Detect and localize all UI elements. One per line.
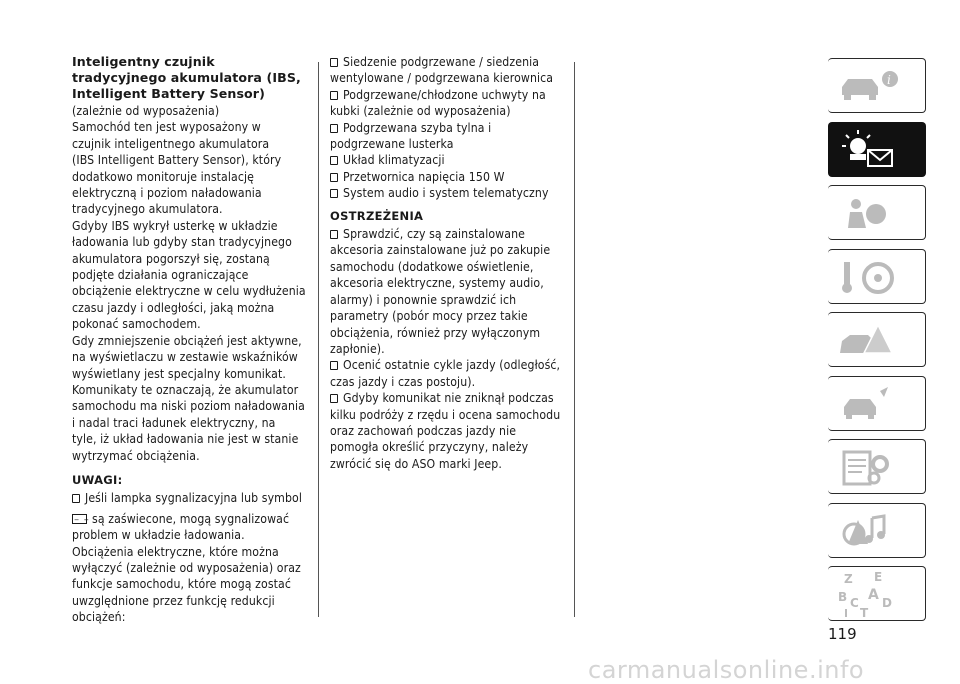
warnings-heading: OSTRZEŻENIA — [330, 208, 424, 223]
column-divider — [318, 62, 319, 617]
column-divider — [574, 62, 575, 617]
message-paragraph: Gdy zmniejszenie obciążeń jest aktywne, na wyświetlaczu w zestawie wskaźników wyświetlany jest specjalny komunikat. Komunikaty te oznaczają, że akumulator samochodu ma niski poziom naładowania i nadal traci ładunek elektryczny, na tyle, iż układ ładowania nie jest w stanie wytrzymać obciążenia. — [72, 333, 305, 463]
bullet-icon — [330, 173, 338, 182]
list-item: Przetwornica napięcia 150 W — [330, 169, 568, 185]
bullet-icon — [330, 58, 338, 67]
intro-paragraph: Samochód ten jest wyposażony w czujnik inteligentnego akumulatora (IBS Intelligent Battery Sensor), który dodatkowo monitoruje instalację elektryczną i poziom naładowania tradycyjnego akumulatora. — [72, 120, 282, 217]
index-letter: E — [874, 570, 883, 584]
tab-starting-driving[interactable] — [828, 249, 926, 304]
airbag-safety-icon — [828, 186, 926, 241]
bullet-icon — [72, 494, 80, 503]
bullet-icon — [330, 230, 338, 239]
notes-heading: UWAGI: — [72, 472, 123, 487]
index-letter: A — [868, 587, 879, 603]
warning-light-message-icon — [828, 122, 926, 177]
tab-car-info[interactable] — [828, 58, 926, 113]
left-column — [72, 54, 312, 626]
list-item: Siedzenie podgrzewane / siedzenia wentylowane / podgrzewana kierownica — [330, 55, 554, 86]
specs-gear-icon — [828, 440, 926, 495]
svg-text:i: i — [887, 73, 891, 87]
list-item: System audio i system telematyczny — [330, 185, 568, 201]
index-letter: T — [860, 606, 869, 620]
index-letter: D — [882, 596, 892, 610]
car-service-icon — [828, 377, 926, 432]
warning-item: Sprawdzić, czy są zainstalowane akcesoria zainstalowane już po zakupie samochodu (dodatkowe oświetlenie, akcesoria elektryczne, systemy audio, alarmy) i ponownie sprawdzić ich parametry (pobór mocy przez takie obciążenia, również przy wyłączonym zapłonie). — [330, 227, 551, 356]
key-steering-wheel-icon — [828, 250, 926, 305]
tab-warning-lights[interactable] — [828, 122, 926, 177]
list-item: Podgrzewana szyba tylna i podgrzewane lusterka — [330, 120, 492, 152]
list-item: Układ klimatyzacji — [330, 152, 568, 168]
notes-paragraph: Jeśli lampka sygnalizacyjna lub symbol − +są zaświecone, mogą sygnalizować problem w układzie ładowania. Obciążenia elektryczne, które można wyłączyć (zależnie od wyposażenia) oraz funkcje samochodu, które mogą zostać uwzględnione przez funkcję redukcji obciążeń: — [72, 490, 312, 625]
bullet-icon — [330, 156, 338, 165]
watermark: carmanualsonline.info — [588, 656, 865, 684]
fault-paragraph: Gdyby IBS wykrył usterkę w układzie ładowania lub gdyby stan tradycyjnego akumulatora pogorszył się, zostaną podjęte działania ograniczające obciążenie elektryczne w celu wydłużenia czasu jazdy i odległości, jaką można pokonać samochodem. — [72, 218, 306, 332]
tab-index[interactable] — [828, 566, 926, 621]
list-item: Podgrzewane/chłodzone uchwyty na kubki (zależnie od wyposażenia) — [330, 87, 546, 119]
availability-note: (zależnie od wyposażenia) — [72, 104, 220, 118]
chapter-sidebar — [828, 58, 926, 630]
bullet-icon — [330, 361, 338, 370]
index-letter: C — [850, 596, 859, 610]
page-number: 119 — [828, 625, 857, 643]
tab-multimedia[interactable] — [828, 503, 926, 558]
tab-specifications[interactable] — [828, 439, 926, 494]
tab-emergency[interactable] — [828, 312, 926, 367]
warning-item: Ocenić ostatnie cykle jazdy (odległość, czas jazdy i czas postoju). — [330, 358, 561, 389]
bullet-icon — [330, 394, 338, 403]
index-letters-icon — [828, 567, 926, 622]
car-info-icon — [828, 59, 926, 114]
index-letter: B — [838, 590, 848, 604]
battery-icon — [72, 514, 87, 524]
tab-service[interactable] — [828, 376, 926, 431]
bullet-icon — [330, 189, 338, 198]
car-warning-icon — [828, 313, 926, 368]
tab-safety[interactable] — [828, 185, 926, 240]
middle-column — [330, 54, 568, 472]
section-title: Inteligentny czujnik tradycyjnego akumulatora (IBS, Intelligent Battery Sensor) — [72, 54, 301, 101]
index-letter: Z — [844, 572, 853, 586]
warning-item: Gdyby komunikat nie zniknął podczas kilku podróży z rzędu i ocena samochodu oraz zachowań podczas jazdy nie pomogła określić przyczyny, należy zwrócić się do ASO marki Jeep. — [330, 391, 561, 471]
bullet-icon — [330, 91, 338, 100]
multimedia-icon — [828, 504, 926, 559]
bullet-icon — [330, 124, 338, 133]
